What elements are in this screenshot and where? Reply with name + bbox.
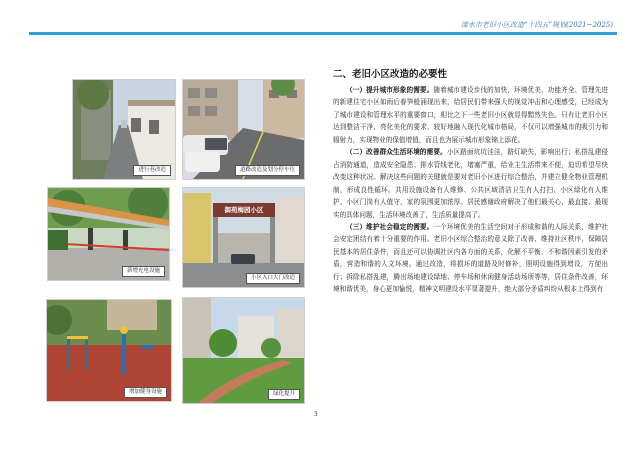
- paragraph-body: 小区路面坑坑洼洼，路灯缺失，影响出行；私搭乱建侵占消防通道，造成安全隐患；排水管线老化，堵塞严重，给业主生活带来不便，迫切希望尽快改变这种状况。解决这些问题的关键就是要对老旧小区进行综合整治，并建立健全物业管理机制，形成良性循环。共用设施设备有人维修、公共区域清洁卫生有人打扫、小区绿化有人维护、小区门岗有人值守，家的氛围更加浓厚。居民感谢政府解决了他们最关心、最直接、最现实的具体问题，生活环境改善了，生活质量提高了。: [333, 148, 609, 219]
- header-title: 溧水市老旧小区改造“十四五”规划(2021~2025): [460, 21, 613, 29]
- page-number: 3: [314, 411, 318, 418]
- body-text: [333, 84, 608, 296]
- paragraph-2: [333, 146, 608, 221]
- paragraph-lead: （二）改善群众生活环境的需要。: [346, 148, 447, 157]
- photo-fitness-facilities: [46, 299, 172, 402]
- photo-charging-facility: [47, 187, 170, 281]
- photo-caption: 新增充电设施: [122, 266, 165, 277]
- paragraph-lead: （三）维护社会稳定的需要。: [346, 222, 434, 231]
- photo-alley: [72, 79, 176, 180]
- photo-caption: 绿化提升: [268, 389, 300, 400]
- paragraph-3: [333, 221, 608, 296]
- section-title: 二、老旧小区改造的必要性: [333, 69, 448, 80]
- paragraph-body: 随着城市建设步伐的加快，环境优美、功能齐全、管理先进的新建住宅小区如雨后春笋般涌现出来，给居民们带来强大的视觉冲击和心理感受，已经成为了城市建设和管理水平的重要窗口，相比之下一些老旧小区就显得黯然失色。只有让老旧小区达到整洁干净、亮化美化的要求，较好地融入现代化城市格局，不仅可以增强城市的吸引力和辐射力，实现物业的保值增值，而且也为展示城市形象锦上添花。: [333, 86, 609, 144]
- paragraph-body: 一个环境优美的生活空间对于形成和谐的人际关系，维护社会安定团结有着十分重要的作用。老旧小区综合整治的意义除了改善、维持社区秩序，保障居民基本的居住条件，而且还可以协调社区内各方面的关系，化解不平衡、不和谐因素引发的矛盾，营造和谐的人文环境。通过改造，将损坏的道路及时修补，照明设施得到增设，方便出行；拆除私搭乱建，腾出场地建设绿地、停车场和休闲健身活动场所等等，居住条件改善，环境和谐优美，身心更加愉悦，精神文明建设水平显著提升，绝大部分矛盾纠纷从根本上得到有: [333, 222, 609, 294]
- gate-sign-text: 御苑梅园小区: [224, 206, 264, 214]
- photo-entrance-gate: [182, 187, 305, 288]
- photo-caption: 进行巷改造: [133, 165, 171, 176]
- paragraph-lead: （一）提升城市形象的需要。: [346, 86, 434, 94]
- photo-greenery-upgrade: [182, 297, 305, 404]
- header-rule: [29, 32, 617, 35]
- photo-caption: 小区入口大门改造: [246, 273, 300, 284]
- photo-caption: 道路改造及划分停车位: [235, 165, 300, 176]
- photo-road-parking: [182, 79, 305, 180]
- photo-caption: 增加健身设施: [124, 387, 167, 398]
- paragraph-1: [333, 84, 608, 146]
